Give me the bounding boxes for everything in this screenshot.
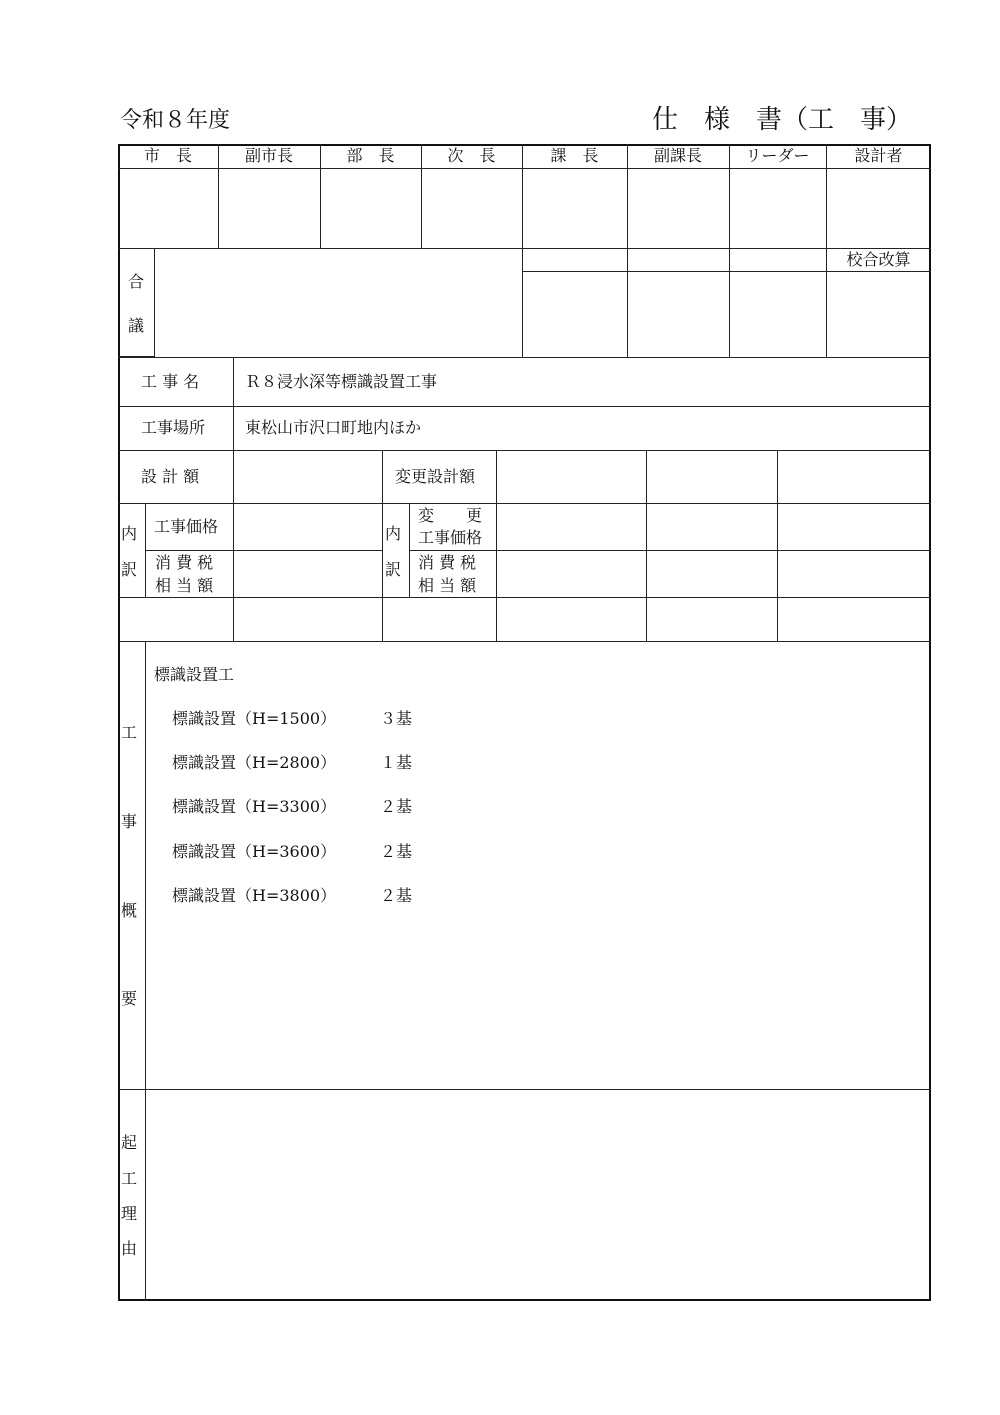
role-deputy-section-chief: 副課長 xyxy=(653,146,702,165)
rule xyxy=(409,503,410,597)
rule xyxy=(522,144,523,357)
reason-label-3: 理 xyxy=(121,1204,138,1223)
rule xyxy=(382,450,383,641)
rule xyxy=(233,450,234,641)
reason-label-1: 起 xyxy=(121,1133,138,1152)
changed-tax-label-2: 相 当 額 xyxy=(418,576,477,595)
rule xyxy=(118,641,931,642)
check-label: 校合改算 xyxy=(846,250,911,269)
rule xyxy=(118,1089,931,1090)
work-item-name: 標識設置（H=1500） xyxy=(172,709,337,728)
work-item-name: 標識設置（H=3300） xyxy=(172,797,337,816)
changed-breakdown-label-1: 内 xyxy=(385,524,402,543)
role-deputy-mayor: 副市長 xyxy=(244,146,293,165)
rule xyxy=(729,144,730,357)
rule xyxy=(826,144,827,357)
consult-label-1: 合 xyxy=(128,272,145,291)
rule xyxy=(777,450,778,641)
overview-label-3: 概 xyxy=(121,901,138,920)
rule xyxy=(145,503,146,597)
rule xyxy=(118,248,522,249)
rule xyxy=(118,357,931,358)
work-item-qty: ２基 xyxy=(380,797,413,816)
project-location-label: 工事場所 xyxy=(141,418,206,437)
project-name-label: 工 事 名 xyxy=(141,372,200,391)
work-item-qty: ２基 xyxy=(380,886,413,905)
breakdown-label-1: 内 xyxy=(121,524,138,543)
changed-breakdown-label-2: 訳 xyxy=(385,560,402,579)
rule xyxy=(154,248,155,357)
consumption-tax-label-1: 消 費 税 xyxy=(155,553,214,572)
role-section-chief: 課 長 xyxy=(550,146,599,165)
project-name-value: Ｒ８浸水深等標識設置工事 xyxy=(245,372,438,391)
overview-label-1: 工 xyxy=(121,723,138,742)
overview-label-2: 事 xyxy=(121,812,138,831)
work-item-name: 標識設置（H=2800） xyxy=(172,753,337,772)
overview-heading: 標識設置工 xyxy=(154,665,235,684)
rule xyxy=(627,144,628,357)
consumption-tax-label-2: 相 当 額 xyxy=(155,576,214,595)
work-item-qty: １基 xyxy=(380,753,413,772)
rule xyxy=(522,248,931,249)
breakdown-label-2: 訳 xyxy=(121,560,138,579)
changed-price-label-1: 変 更 xyxy=(418,506,483,525)
rule xyxy=(118,406,931,407)
rule xyxy=(118,597,931,598)
rule xyxy=(118,168,931,169)
work-item-qty: ２基 xyxy=(380,842,413,861)
role-leader: リーダー xyxy=(745,146,810,165)
rule xyxy=(522,271,931,272)
changed-design-amount-label: 変更設計額 xyxy=(395,467,476,486)
rule xyxy=(118,356,154,358)
role-designer: 設計者 xyxy=(854,146,903,165)
role-mayor: 市 長 xyxy=(143,146,192,165)
reason-label-2: 工 xyxy=(121,1169,138,1188)
rule xyxy=(646,450,647,641)
rule xyxy=(145,641,146,1301)
overview-label-4: 要 xyxy=(121,989,138,1008)
work-item-name: 標識設置（H=3800） xyxy=(172,886,337,905)
rule xyxy=(233,357,234,450)
rule xyxy=(118,450,931,451)
construction-price-label: 工事価格 xyxy=(154,517,219,536)
changed-tax-label-1: 消 費 税 xyxy=(418,553,477,572)
work-item-name: 標識設置（H=3600） xyxy=(172,842,337,861)
rule xyxy=(118,503,931,504)
work-item-qty: ３基 xyxy=(380,709,413,728)
rule xyxy=(145,550,382,551)
role-director: 部 長 xyxy=(346,146,395,165)
design-amount-label: 設 計 額 xyxy=(141,467,200,486)
fiscal-year: 令和８年度 xyxy=(120,108,231,133)
rule xyxy=(409,550,931,551)
role-deputy-director: 次 長 xyxy=(447,146,496,165)
consult-label-2: 議 xyxy=(128,316,145,335)
document-title: 仕 様 書（工 事） xyxy=(652,105,913,135)
project-location-value: 東松山市沢口町地内ほか xyxy=(245,418,422,437)
rule xyxy=(496,450,497,641)
changed-price-label-2: 工事価格 xyxy=(418,528,483,547)
reason-label-4: 由 xyxy=(121,1239,138,1258)
